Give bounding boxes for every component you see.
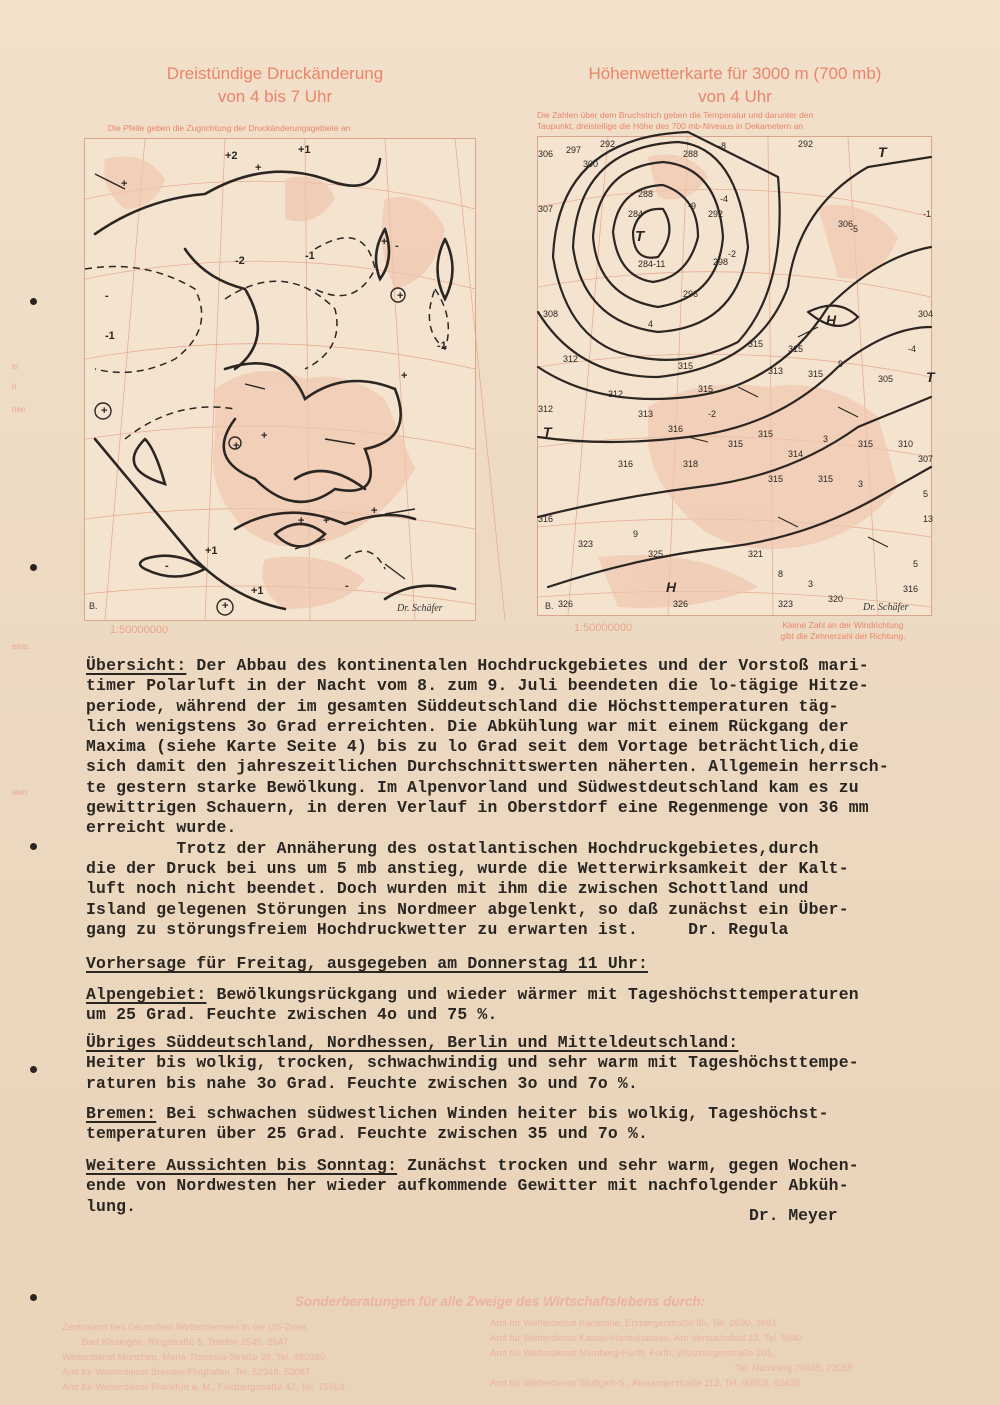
svg-text:-8: -8 — [718, 141, 727, 151]
overview-line — [86, 656, 966, 676]
alps-label: Alpengebiet: — [86, 985, 207, 1004]
punch-hole — [30, 298, 37, 305]
left-map-subtitle: Die Pfeile geben die Zugrichtung der Druckänderungsgebiete an — [108, 123, 351, 133]
overview-section — [86, 656, 966, 940]
overview-line: sich damit den jahreszeitlichen Durchschnittswerten näherten. Allgemein herrsch- — [86, 757, 889, 777]
left-map-scale: 1:50000000 — [110, 624, 169, 636]
svg-text:312: 312 — [608, 389, 624, 399]
svg-text:284: 284 — [628, 209, 644, 219]
svg-text:3: 3 — [808, 579, 814, 589]
overview-line: timer Polarluft in der Nacht vom 8. zum 9. Juli beendeten die lo-tägige Hitze- — [86, 676, 869, 696]
footer-address: Bad Kissingen, Ringstraße 5, Telefon 2545, 2547 — [82, 1337, 289, 1348]
svg-text:-: - — [395, 240, 399, 252]
overview-label: Übersicht: — [86, 656, 187, 675]
upper-air-map — [537, 136, 935, 616]
svg-text:300: 300 — [583, 159, 599, 169]
svg-text:T: T — [543, 424, 552, 440]
svg-text:315: 315 — [728, 439, 744, 449]
svg-text:-1: -1 — [437, 340, 447, 352]
footer-address: Amt für Wetterdienst Karlsruhe, Erzbergerstraße 85, Tel. 2690, 2691 — [490, 1318, 777, 1329]
svg-text:314: 314 — [788, 449, 804, 459]
svg-text:9: 9 — [838, 359, 844, 369]
svg-text:-: - — [345, 580, 349, 592]
svg-text:8: 8 — [778, 569, 784, 579]
svg-text:312: 312 — [563, 354, 579, 364]
svg-text:296: 296 — [683, 289, 699, 299]
forecast-heading: Vorhersage für Freitag, ausgegeben am Donnerstag 11 Uhr: — [86, 954, 649, 973]
overview-line-text: Der Abbau des kontinentalen Hochdruckgebietes und der Vorstoß mari- — [186, 656, 869, 675]
svg-text:+: + — [121, 178, 128, 190]
svg-text:316: 316 — [538, 514, 554, 524]
svg-text:315: 315 — [758, 429, 774, 439]
footer-address: Tel. Nürnberg 70465, 72058 — [735, 1363, 853, 1374]
svg-text:308: 308 — [543, 309, 559, 319]
svg-text:H: H — [666, 579, 677, 595]
svg-text:315: 315 — [748, 339, 764, 349]
outlook-line3: lung. — [86, 1196, 137, 1216]
pressure-change-map — [84, 138, 476, 621]
footer-address: Amt für Wetterdienst Kassel-Harleshausen, Am Versuchsfeld 13, Tel. 5040 — [490, 1333, 803, 1344]
svg-text:T: T — [635, 228, 645, 245]
punch-hole — [30, 1066, 37, 1073]
overview-line: Island gelegenen Störungen ins Nordmeer abgelenkt, so daß zunächst ein Über- — [86, 899, 849, 919]
svg-text:4: 4 — [648, 319, 654, 329]
alps-section — [86, 985, 966, 1026]
svg-text:315: 315 — [698, 384, 714, 394]
overview-line: te gestern starke Bewölkung. Im Alpenvorland und Südwestdeutschland kam es zu — [86, 777, 859, 797]
svg-text:315: 315 — [768, 474, 784, 484]
left-map-title — [120, 62, 430, 108]
svg-text:+1: +1 — [298, 144, 311, 156]
right-map-subtitle-line2: Taupunkt, dreistellige die Höhe des 700 mb-Niveaus in Dekametern an — [537, 121, 804, 131]
svg-text:305: 305 — [878, 374, 894, 384]
overview-line: gewittrigen Schauern, in deren Verlauf in Oberstdorf eine Regenmenge von 36 mm — [86, 798, 869, 818]
forecast-heading-block — [86, 954, 966, 974]
svg-text:292: 292 — [600, 139, 616, 149]
svg-text:316: 316 — [618, 459, 634, 469]
footer-address: Amt für Wetterdienst Bremen-Flughafen, Tel. 52948, 53087 — [62, 1367, 311, 1378]
svg-text:+: + — [371, 505, 378, 517]
upper-air-map-graphic — [538, 137, 935, 615]
author-signature: Dr. Meyer — [749, 1206, 838, 1225]
svg-text:+: + — [101, 405, 108, 417]
svg-text:323: 323 — [578, 539, 594, 549]
right-map-subtitle-line1: Die Zahlen über dem Bruchstrich geben die Temperatur und darunter den — [537, 110, 814, 120]
footer-address: Wetterdienst München, Maria-Theresia-Straße 28, Tel. 480360 — [62, 1352, 326, 1363]
svg-text:306: 306 — [838, 219, 854, 229]
svg-text:315: 315 — [818, 474, 834, 484]
margin-note: in — [12, 362, 19, 371]
svg-text:+: + — [222, 600, 229, 612]
right-map-scale: 1:50000000 — [574, 622, 633, 634]
svg-text:-2: -2 — [728, 249, 737, 259]
footer-address: Zentralamt des Deutschen Wetterdienstes in der US-Zone, — [62, 1322, 309, 1333]
svg-text:-4: -4 — [908, 344, 917, 354]
svg-text:5: 5 — [913, 559, 919, 569]
right-map-corner-letter: B. — [545, 601, 554, 611]
left-map-title-line1: Dreistündige Druckänderung — [166, 64, 384, 83]
svg-text:316: 316 — [668, 424, 684, 434]
svg-text:-9: -9 — [688, 201, 697, 211]
overview-line: periode, während der im gesamten Süddeutschland die Höchsttemperaturen täg- — [86, 696, 839, 716]
bremen-section — [86, 1104, 966, 1145]
right-map-title-line1: Höhenwetterkarte für 3000 m (700 mb) — [588, 64, 882, 83]
svg-text:315: 315 — [808, 369, 824, 379]
footer-left-column — [62, 1320, 345, 1395]
right-map-note-line2: gibt die Zehnerzahl der Richtung. — [780, 631, 906, 641]
svg-text:+: + — [397, 290, 404, 302]
svg-text:-4: -4 — [720, 194, 729, 204]
svg-text:288: 288 — [683, 149, 699, 159]
punch-hole — [30, 564, 37, 571]
svg-text:-: - — [165, 560, 169, 572]
footer-address: Amt für Wetterdienst Stuttgart-S., Alexanderstraße 112, Tel. 90503, 92435 — [490, 1378, 800, 1389]
left-map-corner-letter: B. — [89, 601, 98, 611]
margin-note: h — [12, 382, 17, 391]
bremen-line1: Bei schwachen südwestlichen Winden heiter bis wolkig, Tageshöchst- — [156, 1104, 829, 1123]
overview-line: lich wenigstens 3o Grad erreichten. Die Abkühlung war mit einem Rückgang der — [86, 716, 849, 736]
svg-text:T: T — [926, 369, 935, 385]
svg-text:-5: -5 — [850, 224, 859, 234]
svg-text:H: H — [826, 312, 837, 328]
svg-text:-2: -2 — [708, 409, 717, 419]
svg-text:288: 288 — [638, 189, 654, 199]
alps-line1: Bewölkungsrückgang und wieder wärmer mit Tageshöchsttemperaturen — [206, 985, 859, 1004]
svg-text:-1: -1 — [105, 330, 115, 342]
margin-note: emp. — [12, 642, 30, 651]
footer-address: Amt für Wetterdienst Nürnberg-Fürth, Fürth, Würzburgerstraße 201, — [490, 1348, 775, 1359]
svg-text:307: 307 — [918, 454, 934, 464]
svg-text:T: T — [878, 144, 887, 160]
svg-text:313: 313 — [768, 366, 784, 376]
svg-text:297: 297 — [566, 145, 582, 155]
margin-note: sten — [12, 788, 28, 797]
punch-hole — [30, 843, 37, 850]
footer-address: Amt für Wetterdienst Frankfurt a. M., Feldbergstraße 47, Tel. 75564 — [62, 1382, 345, 1393]
svg-text:321: 321 — [748, 549, 764, 559]
svg-text:292: 292 — [708, 209, 724, 219]
svg-text:315: 315 — [788, 344, 804, 354]
south-line1: Heiter bis wolkig, trocken, schwachwindig und sehr warm mit Tageshöchsttempe- — [86, 1053, 859, 1073]
outlook-line1: Zunächst trocken und sehr warm, gegen Wochen- — [397, 1156, 859, 1175]
svg-text:298: 298 — [713, 257, 729, 267]
svg-text:312: 312 — [538, 404, 554, 414]
right-map-subtitle — [537, 110, 937, 132]
footer-title: Sonderberatungen für alle Zweige des Wirtschaftslebens durch: — [294, 1294, 706, 1309]
svg-text:-2: -2 — [235, 255, 245, 267]
svg-text:-: - — [105, 290, 109, 302]
svg-text:284-11: 284-11 — [638, 259, 666, 269]
bremen-line2: temperaturen über 25 Grad. Feuchte zwischen 35 und 7o %. — [86, 1124, 649, 1144]
svg-text:326: 326 — [673, 599, 689, 609]
svg-text:3: 3 — [858, 479, 864, 489]
svg-text:13: 13 — [923, 514, 934, 524]
right-map-note — [748, 620, 938, 642]
outlook-label: Weitere Aussichten bis Sonntag: — [86, 1156, 398, 1175]
outlook-line2: ende von Nordwesten her wieder aufkommende Gewitter mit nachfolgender Abküh- — [86, 1176, 849, 1196]
alps-line2: um 25 Grad. Feuchte zwischen 4o und 75 %. — [86, 1005, 498, 1025]
south-label: Übriges Süddeutschland, Nordhessen, Berlin und Mitteldeutschland: — [86, 1033, 739, 1052]
svg-text:323: 323 — [778, 599, 794, 609]
bremen-label: Bremen: — [86, 1104, 157, 1123]
right-map-title-line2: von 4 Uhr — [698, 87, 772, 106]
svg-text:+: + — [261, 430, 268, 442]
svg-text:+: + — [323, 515, 330, 527]
overview-line: gang zu störungsfreiem Hochdruckwetter zu erwarten ist. Dr. Regula — [86, 919, 789, 939]
svg-text:306: 306 — [538, 149, 554, 159]
south-line2: raturen bis nahe 3o Grad. Feuchte zwischen 3o und 7o %. — [86, 1073, 638, 1093]
right-map-note-line1: Kleine Zahl an der Windrichtung — [782, 620, 904, 630]
svg-text:+: + — [401, 370, 408, 382]
overview-line: luft noch nicht beendet. Doch wurden mit ihm die zwischen Schottland und — [86, 879, 809, 899]
south-section — [86, 1033, 966, 1094]
svg-text:310: 310 — [898, 439, 914, 449]
margin-note: nee — [12, 405, 26, 414]
svg-text:+: + — [298, 515, 305, 527]
svg-text:3: 3 — [823, 434, 829, 444]
svg-text:315: 315 — [678, 361, 694, 371]
footer-right-column — [490, 1316, 853, 1391]
left-map-signature: Dr. Schäfer — [397, 603, 443, 614]
right-map-signature: Dr. Schäfer — [863, 602, 909, 613]
svg-text:+2: +2 — [225, 150, 238, 162]
svg-text:+1: +1 — [251, 585, 264, 597]
right-map-title — [530, 62, 940, 108]
overview-line: Trotz der Annäherung des ostatlantischen Hochdruckgebietes,durch — [86, 838, 819, 858]
svg-text:+: + — [233, 440, 240, 452]
svg-text:9: 9 — [633, 529, 639, 539]
pressure-change-map-graphic — [85, 139, 475, 620]
svg-text:318: 318 — [683, 459, 699, 469]
svg-text:326: 326 — [558, 599, 574, 609]
svg-text:+1: +1 — [205, 545, 218, 557]
svg-text:5: 5 — [923, 489, 929, 499]
overview-line: Maxima (siehe Karte Seite 4) bis zu lo Grad seit dem Vortage beträchtlich,die — [86, 737, 859, 757]
svg-text:325: 325 — [648, 549, 664, 559]
svg-text:292: 292 — [798, 139, 814, 149]
left-map-title-line2: von 4 bis 7 Uhr — [217, 87, 333, 106]
svg-text:304: 304 — [918, 309, 934, 319]
svg-text:-1: -1 — [923, 209, 932, 219]
svg-text:315: 315 — [858, 439, 874, 449]
svg-text:-1: -1 — [305, 250, 315, 262]
svg-text:307: 307 — [538, 204, 554, 214]
svg-text:+: + — [381, 236, 388, 248]
overview-line: erreicht wurde. — [86, 818, 237, 838]
svg-text:316: 316 — [903, 584, 919, 594]
svg-text:313: 313 — [638, 409, 654, 419]
svg-text:320: 320 — [828, 594, 844, 604]
svg-text:+: + — [255, 162, 262, 174]
overview-line: die der Druck bei uns um 5 mb anstieg, wurde die Wetterwirksamkeit der Kalt- — [86, 858, 849, 878]
